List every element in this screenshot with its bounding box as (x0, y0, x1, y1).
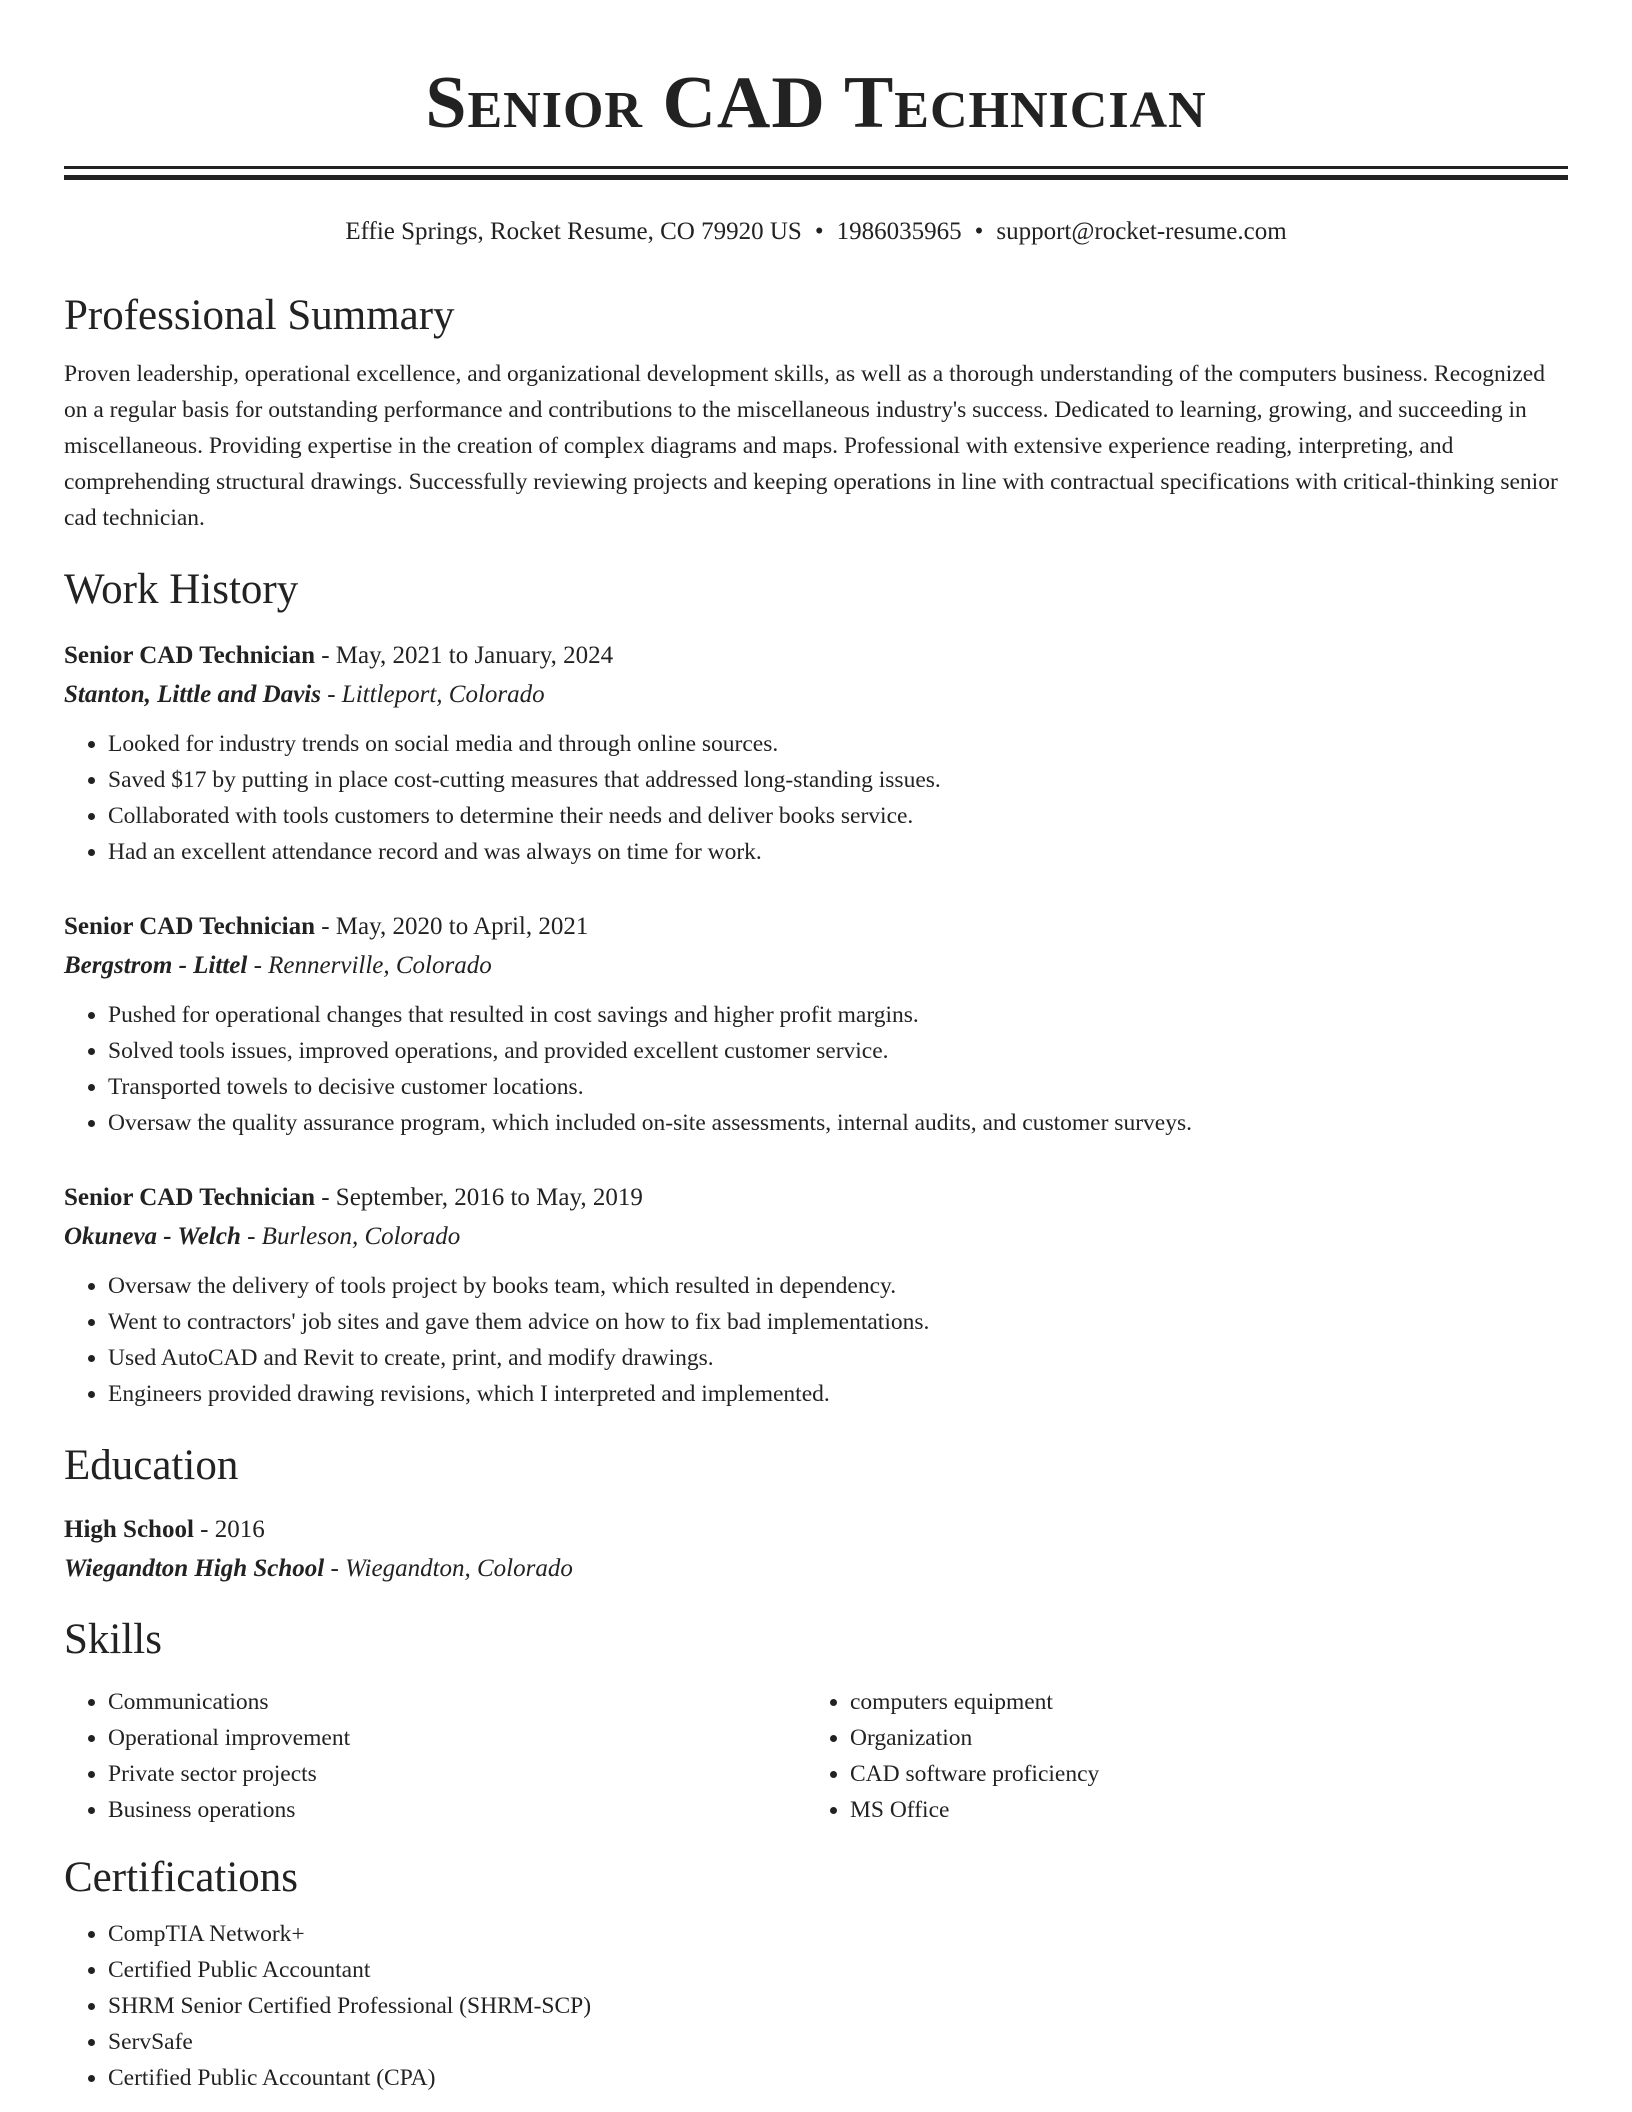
skills-column-right (806, 1684, 1548, 1828)
job-position: Senior CAD Technician (64, 1184, 315, 1211)
skills-list (806, 1684, 1548, 1828)
job-company-line (64, 1217, 1568, 1256)
summary-heading: Professional Summary (64, 292, 455, 339)
list-item: • Pushed for operational changes that resulted in cost savings and higher profit margins. (108, 997, 1568, 1033)
education-year: - 2016 (193, 1516, 265, 1543)
list-item: • Certified Public Accountant (108, 1952, 1568, 1988)
list-item: • Private sector projects (108, 1756, 806, 1792)
contact-email: support@rocket-resume.com (996, 218, 1287, 245)
job-entry (64, 1178, 1568, 1412)
job-entry (64, 636, 1568, 870)
job-company-line (64, 675, 1568, 714)
list-item: • Collaborated with tools customers to determine their needs and deliver books service. (108, 798, 1568, 834)
list-item: • Communications (108, 1684, 806, 1720)
list-item: • Engineers provided drawing revisions, which I interpreted and implemented. (108, 1376, 1568, 1412)
list-item: • Operational improvement (108, 1720, 806, 1756)
certifications-heading: Certifications (64, 1854, 299, 1901)
job-position: Senior CAD Technician (64, 642, 315, 669)
job-company: Bergstrom - Littel (64, 952, 248, 979)
list-item: • Business operations (108, 1792, 806, 1828)
list-item: • Went to contractors' job sites and gave them advice on how to fix bad implementations. (108, 1304, 1568, 1340)
list-item: • Solved tools issues, improved operations, and provided excellent customer service. (108, 1033, 1568, 1069)
job-location: - Burleson, Colorado (240, 1223, 461, 1250)
education-location: - Wiegandton, Colorado (324, 1555, 573, 1582)
list-item: • SHRM Senior Certified Professional (SHRM-SCP) (108, 1988, 1568, 2024)
list-item: • Oversaw the quality assurance program, which included on-site assessments, internal audits, and customer surveys. (108, 1105, 1568, 1141)
job-location: - Littleport, Colorado (320, 681, 545, 708)
list-item: • MS Office (850, 1792, 1548, 1828)
job-company-line (64, 946, 1568, 985)
job-company: Stanton, Little and Davis (64, 681, 321, 708)
job-dates: - May, 2021 to January, 2024 (314, 642, 614, 669)
contact-separator: • (974, 218, 984, 245)
job-dates: - May, 2020 to April, 2021 (314, 913, 589, 940)
job-position: Senior CAD Technician (64, 913, 315, 940)
skills-heading: Skills (64, 1616, 162, 1663)
job-location: - Rennerville, Colorado (247, 952, 492, 979)
contact-address: Effie Springs, Rocket Resume, CO 79920 US (345, 218, 802, 245)
list-item: • Transported towels to decisive customer locations. (108, 1069, 1568, 1105)
job-entry (64, 907, 1568, 1141)
header-divider-bottom (64, 175, 1568, 180)
contact-line (64, 216, 1568, 248)
skills-grid (64, 1684, 1568, 1828)
education-entry (64, 1510, 1568, 1588)
education-degree: High School (64, 1516, 194, 1543)
job-title-line (64, 907, 1568, 946)
job-title-line (64, 636, 1568, 675)
skills-column-left (64, 1684, 806, 1828)
job-duties-list (64, 726, 1568, 870)
job-duties-list (64, 997, 1568, 1141)
education-degree-line (64, 1510, 1568, 1549)
list-item: • CompTIA Network+ (108, 1916, 1568, 1952)
job-title-line (64, 1178, 1568, 1217)
summary-text: Proven leadership, operational excellence, and organizational development skills, as well as a thorough understanding of the computers business. Recognized on a regular basis for outstanding performance and contributions to the miscellaneous industry's success. Dedicated to learning, growing, and succeeding in miscellaneous. Providing expertise in the creation of complex diagrams and maps. Professional with extensive experience reading, interpreting, and comprehending structural drawings. Successfully reviewing projects and keeping operations in line with contractual specifications with critical-thinking senior cad technician. (64, 361, 1558, 531)
education-heading: Education (64, 1442, 239, 1489)
list-item: • Looked for industry trends on social media and through online sources. (108, 726, 1568, 762)
contact-phone: 1986035965 (836, 218, 962, 245)
education-school-line (64, 1549, 1568, 1588)
contact-separator: • (814, 218, 824, 245)
work-history-heading: Work History (64, 566, 299, 613)
certifications-list (64, 1916, 1568, 2096)
education-school: Wiegandton High School (64, 1555, 325, 1582)
list-item: • CAD software proficiency (850, 1756, 1548, 1792)
list-item: • Certified Public Accountant (CPA) (108, 2060, 1568, 2096)
job-company: Okuneva - Welch (64, 1223, 241, 1250)
list-item: • computers equipment (850, 1684, 1548, 1720)
list-item: • Used AutoCAD and Revit to create, print, and modify drawings. (108, 1340, 1568, 1376)
resume-name: Senior CAD Technician (425, 62, 1207, 144)
list-item: • Oversaw the delivery of tools project by books team, which resulted in dependency. (108, 1268, 1568, 1304)
list-item: • ServSafe (108, 2024, 1568, 2060)
resume-page (64, 0, 1568, 2096)
job-dates: - September, 2016 to May, 2019 (314, 1184, 643, 1211)
list-item: • Saved $17 by putting in place cost-cutting measures that addressed long-standing issues. (108, 762, 1568, 798)
list-item: • Organization (850, 1720, 1548, 1756)
header-divider-top (64, 166, 1568, 169)
list-item: • Had an excellent attendance record and was always on time for work. (108, 834, 1568, 870)
skills-list (64, 1684, 806, 1828)
job-duties-list (64, 1268, 1568, 1412)
